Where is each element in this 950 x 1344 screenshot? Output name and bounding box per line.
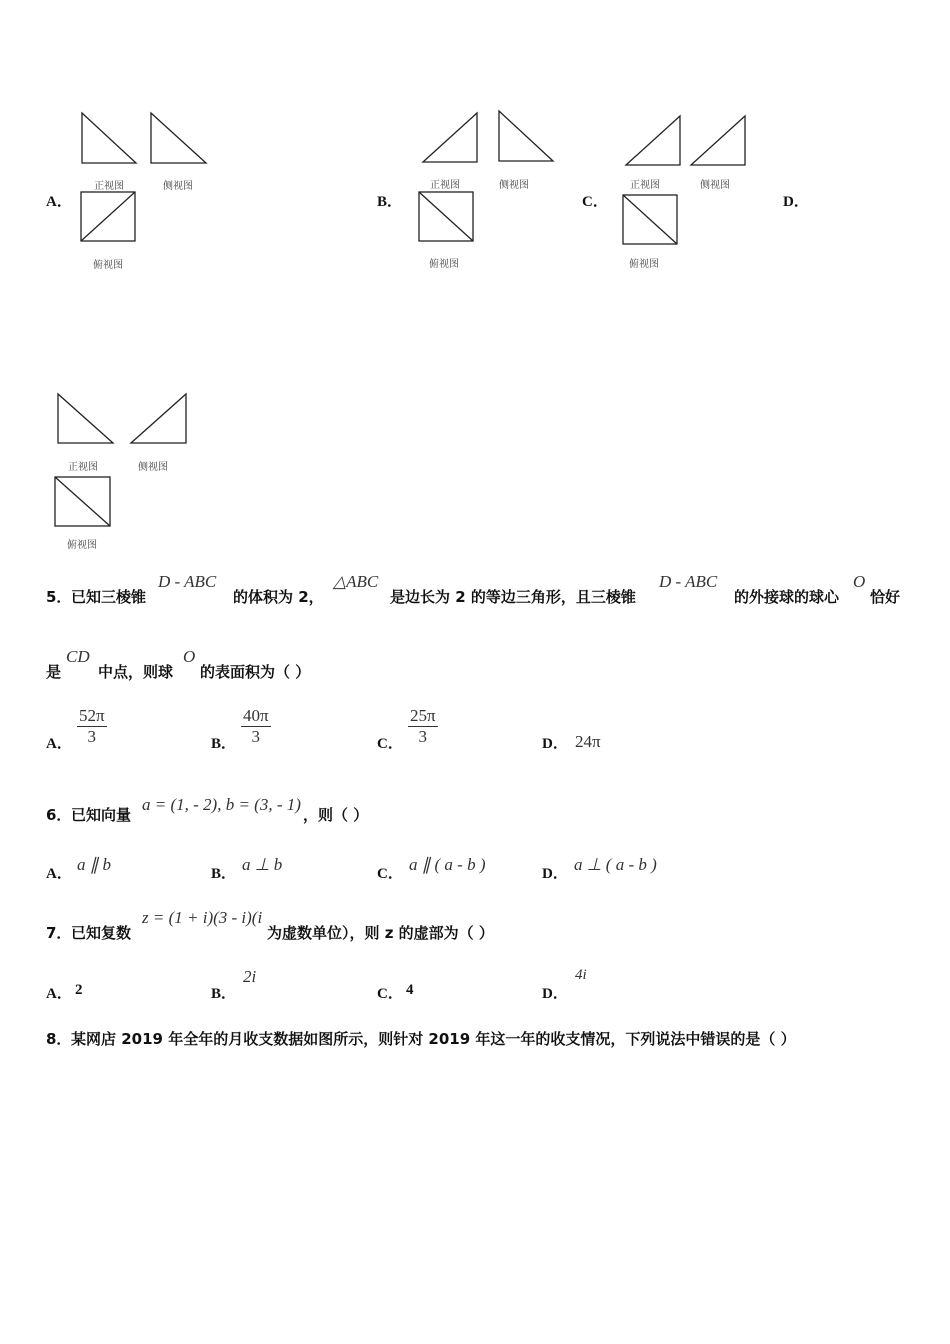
q5-option-b-fraction <box>241 706 271 747</box>
top-view-caption: 俯视图 <box>629 259 659 270</box>
top-view-caption: 俯视图 <box>429 259 459 270</box>
side-view-caption: 侧视图 <box>163 181 193 192</box>
q5-option-c-label: C． <box>377 736 403 752</box>
front-view-triangle <box>58 394 113 443</box>
q4-option-a-label: A． <box>46 194 72 210</box>
q7-text: 为虚数单位），则 z 的虚部为（ ） <box>267 924 494 942</box>
q5-option-a-fraction <box>77 706 107 747</box>
q6-number: 6． <box>46 806 72 824</box>
q4-option-d-label: D． <box>783 194 809 210</box>
fraction-numerator: 40π <box>243 706 269 725</box>
side-view-caption: 侧视图 <box>700 180 730 191</box>
top-view-caption: 俯视图 <box>67 540 97 551</box>
q6-text: 已知向量 <box>71 806 132 824</box>
q5-math-center: O <box>853 572 866 591</box>
q5-text: 的表面积为（ ） <box>200 663 311 681</box>
front-view-caption: 正视图 <box>430 180 460 191</box>
top-view-caption: 俯视图 <box>93 260 123 271</box>
q5-text: 的体积为 2， <box>233 588 324 606</box>
q7-option-b-label: B． <box>211 986 237 1002</box>
q5-option-d-value: 24π <box>575 732 601 751</box>
q7-option-b-value: 2i <box>243 967 257 986</box>
side-view-caption: 侧视图 <box>499 180 529 191</box>
q6-math-vectors: a = (1, - 2), b = (3, - 1) <box>142 795 301 814</box>
q7-option-d-value: 4i <box>575 967 587 983</box>
q5-text: 恰好 <box>870 588 901 606</box>
fraction-numerator: 52π <box>79 706 105 725</box>
q6-option-a-expr: a ∥ b <box>77 855 111 874</box>
q7-option-d-label: D． <box>542 986 568 1002</box>
q4-figure-d-drawing <box>0 0 950 560</box>
q6-option-d-expr: a ⊥ ( a - b ) <box>574 855 657 874</box>
q5-option-b-label: B． <box>211 736 237 752</box>
fraction-denominator: 3 <box>251 727 261 746</box>
front-view-caption: 正视图 <box>68 462 98 473</box>
fraction-denominator: 3 <box>418 727 428 746</box>
q5-option-d-label: D． <box>542 736 568 752</box>
q5-math-center: O <box>183 647 196 666</box>
q5-option-c-fraction <box>408 706 438 747</box>
fraction-denominator: 3 <box>87 727 97 746</box>
top-view-diagonal <box>55 477 110 526</box>
q6-option-a-label: A． <box>46 866 72 882</box>
q6-option-b-label: B． <box>211 866 237 882</box>
q6-option-c-label: C． <box>377 866 403 882</box>
q5-math-segment: CD <box>66 647 90 666</box>
q7-option-c-label: C． <box>377 986 403 1002</box>
side-view-triangle <box>131 394 186 443</box>
q5-option-a-label: A． <box>46 736 72 752</box>
q7-option-c-value: 4 <box>406 982 414 998</box>
q5-text: 中点，则球 <box>98 663 174 681</box>
q5-text: 的外接球的球心 <box>734 588 840 606</box>
q5-number: 5． <box>46 588 72 606</box>
q5-math-triangle: △ABC <box>333 572 379 591</box>
q8-text: 某网店 2019 年全年的月收支数据如图所示，则针对 2019 年这一年的收支情况，下列说法中错误的是（ ） <box>71 1030 796 1048</box>
q6-option-b-expr: a ⊥ b <box>242 855 283 874</box>
q6-text: ，则（ ） <box>303 806 369 824</box>
q7-number: 7． <box>46 924 72 942</box>
q8-number: 8． <box>46 1030 72 1048</box>
q4-option-c-label: C． <box>582 194 608 210</box>
fraction-numerator: 25π <box>410 706 436 725</box>
q7-text: 已知复数 <box>71 924 132 942</box>
front-view-caption: 正视图 <box>94 181 124 192</box>
q7-option-a-value: 2 <box>75 982 83 998</box>
q5-text: 是 <box>46 663 62 681</box>
q7-math-expression: z = (1 + i)(3 - i)(i <box>142 908 263 927</box>
q7-option-a-label: A． <box>46 986 72 1002</box>
q5-math-pyramid: D - ABC <box>659 572 718 591</box>
side-view-caption: 侧视图 <box>138 462 168 473</box>
q6-option-d-label: D． <box>542 866 568 882</box>
front-view-caption: 正视图 <box>630 180 660 191</box>
q6-option-c-expr: a ∥ ( a - b ) <box>409 855 486 874</box>
q5-math-pyramid: D - ABC <box>158 572 217 591</box>
q5-text: 已知三棱锥 <box>71 588 147 606</box>
q5-text: 是边长为 2 的等边三角形，且三棱锥 <box>390 588 636 606</box>
q4-option-b-label: B． <box>377 194 403 210</box>
